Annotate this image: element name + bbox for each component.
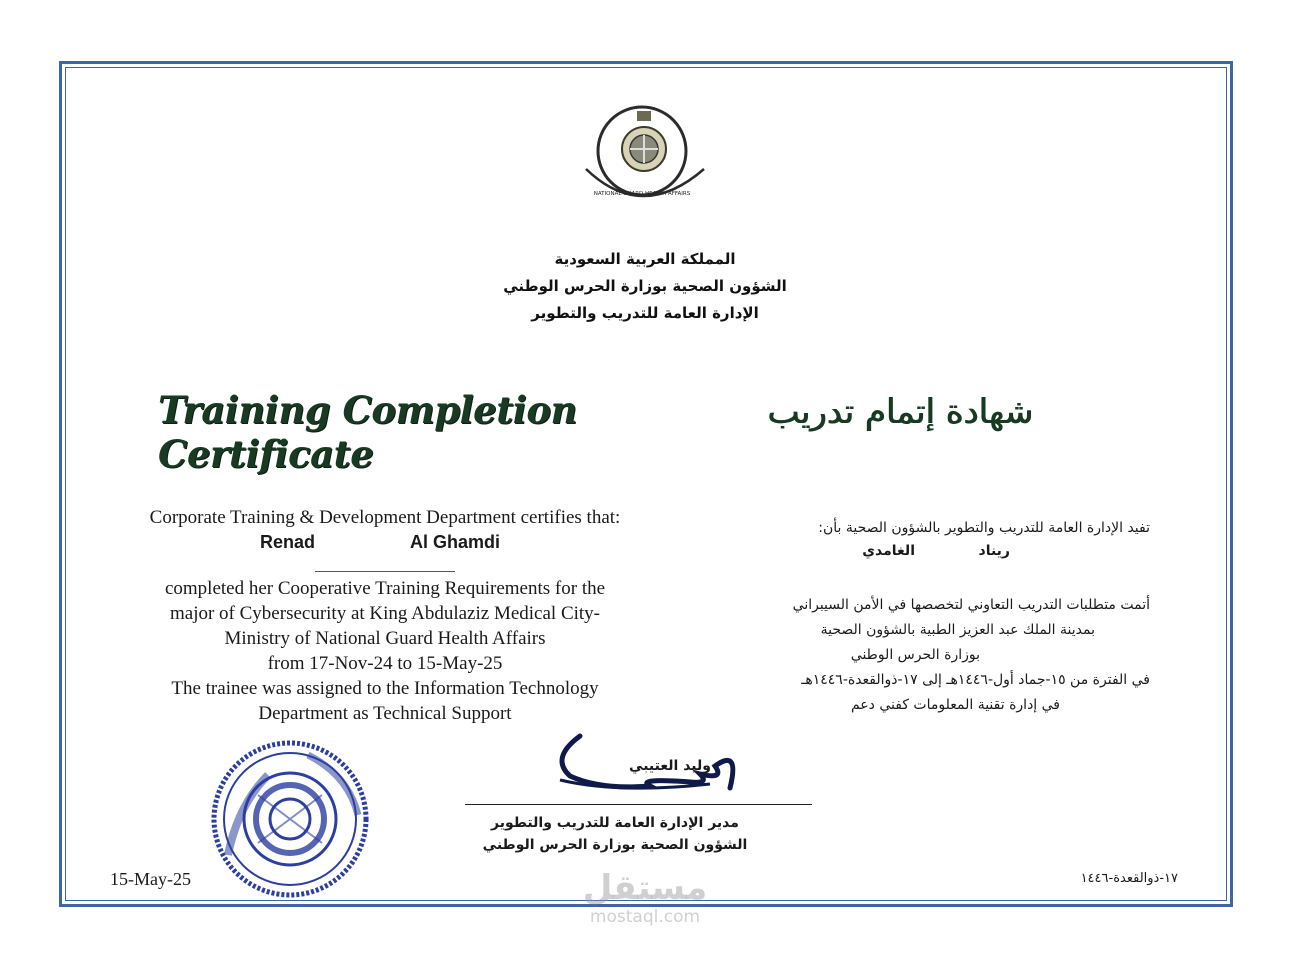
- arabic-header: [400, 246, 890, 327]
- english-body-line: Department as Technical Support: [258, 703, 512, 724]
- watermark-arabic: مستقل: [582, 868, 708, 908]
- trainee-first-name: Renad: [260, 532, 316, 552]
- trainee-name-arabic: [680, 541, 1155, 567]
- signer-name: وليد العتيبي: [629, 758, 711, 774]
- arabic-body-line: بوزارة الحرس الوطني: [850, 647, 980, 663]
- trainee-name-english: [100, 529, 670, 557]
- arabic-body: [680, 516, 1155, 718]
- trainee-last-name: Al Ghamdi: [410, 532, 501, 552]
- issue-date-english: 15-May-25: [110, 869, 191, 889]
- issue-date-hijri: ١٧-ذوالقعدة-١٤٤٦: [1080, 871, 1178, 886]
- english-body-line: completed her Cooperative Training Requirements for the: [164, 578, 606, 599]
- trainee-first-name-arabic: ريناد: [978, 543, 1010, 559]
- arabic-body-line: في الفترة من ١٥-جماد أول-١٤٤٦هـ إلى ١٧-ذوالقعدة-١٤٤٦هـ: [801, 672, 1150, 688]
- certificate-title-english: Training Completion Certificate: [158, 388, 577, 476]
- certificate-title-arabic: شهادة إتمام تدريب: [767, 392, 1033, 432]
- arabic-body-line: أتمت متطلبات التدريب التعاوني لتخصصها في الأمن السيبراني: [792, 597, 1150, 613]
- english-intro: Corporate Training & Development Department certifies that:: [149, 507, 621, 528]
- logo-text: NATIONAL GUARD HEALTH AFFAIRS: [593, 191, 691, 197]
- arabic-intro: تفيد الإدارة العامة للتدريب والتطوير بالشؤون الصحية بأن:: [818, 520, 1150, 536]
- english-body-line: The trainee was assigned to the Information Technology: [171, 678, 599, 699]
- english-body-line: from 17-Nov-24 to 15-May-25: [267, 653, 503, 674]
- signer-title: [455, 812, 775, 856]
- signer-title-line: الشؤون الصحية بوزارة الحرس الوطني: [482, 837, 748, 853]
- official-stamp-icon: [198, 735, 378, 905]
- english-body-line: Ministry of National Guard Health Affairs: [224, 628, 546, 649]
- arabic-body-line: بمدينة الملك عبد العزيز الطبية بالشؤون الصحية: [820, 622, 1095, 638]
- signer-title-line: مدير الإدارة العامة للتدريب والتطوير: [491, 815, 739, 831]
- header-line-department: الإدارة العامة للتدريب والتطوير: [531, 304, 759, 322]
- header-line-ministry: الشؤون الصحية بوزارة الحرس الوطني: [503, 277, 787, 295]
- watermark-url: mostaql.com: [589, 907, 701, 927]
- english-body-line: major of Cybersecurity at King Abdulaziz Medical City-: [169, 603, 601, 624]
- trainee-last-name-arabic: الغامدي: [862, 543, 915, 559]
- english-body: [100, 506, 670, 726]
- header-line-country: المملكة العربية السعودية: [554, 250, 736, 268]
- national-guard-health-affairs-logo: [580, 103, 708, 203]
- signature-line: [465, 804, 812, 805]
- mostaql-watermark: [565, 868, 725, 926]
- name-underline: [315, 571, 455, 572]
- arabic-body-line: في إدارة تقنية المعلومات كفني دعم: [850, 697, 1060, 713]
